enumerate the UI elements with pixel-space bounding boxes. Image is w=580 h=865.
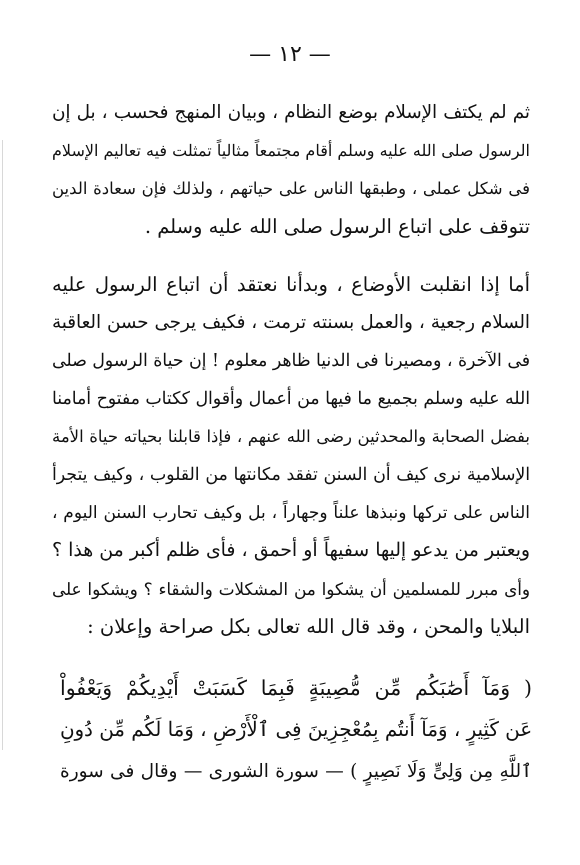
text-line: البلايا والمحن ، وقد قال الله تعالى بكل صراحة وإعلان :	[87, 615, 530, 638]
paragraph-1	[52, 94, 530, 246]
quran-line: ٱللَّهِ مِن وَلِىٍّ وَلَا نَصِيرٍ ) — سورة الشورى — وقال فى سورة	[60, 761, 532, 782]
text-line: أما إذا انقلبت الأوضاع ، وبدأنا نعتقد أن اتباع الرسول عليه	[52, 273, 530, 296]
text-line: فى الآخرة ، ومصيرنا فى الدنيا ظاهر معلوم ! إن حياة الرسول صلى	[52, 351, 530, 371]
text-line: الناس على تركها ونبذها علناً وجهاراً ، بل وكيف تحارب السنن اليوم ،	[52, 503, 530, 523]
quran-line: ( وَمَآ أَصَٰبَكُم مِّن مُّصِيبَةٍ فَبِمَا كَسَبَتْ أَيْدِيكُمْ وَيَعْفُواْ	[60, 676, 532, 700]
quran-quote	[60, 667, 532, 793]
paragraph-2	[52, 266, 530, 646]
text-line: الرسول صلى الله عليه وسلم أقام مجتمعاً مثالياً تمثلت فيه تعاليم الإسلام	[52, 141, 530, 160]
text-line: ثم لم يكتف الإسلام بوضع النظام ، وبيان المنهج فحسب ، بل إن	[52, 102, 530, 123]
text-line: السلام رجعية ، والعمل بسنته ترمت ، فكيف يرجى حسن العاقبة	[52, 312, 530, 333]
text-line: الإسلامية نرى كيف أن السنن تفقد مكانتها من القلوب ، وكيف يتجرأ	[52, 465, 530, 485]
text-line: فى شكل عملى ، وطبقها الناس على حياتهم ، ولذلك فإن سعادة الدين	[52, 179, 530, 198]
text-line: وأى مبرر للمسلمين أن يشكوا من المشكلات والشقاء ؟ ويشكوا على	[52, 579, 530, 599]
text-line: تتوقف على اتباع الرسول صلى الله عليه وسلم .	[144, 215, 530, 238]
quran-line: عَن كَثِيرٍ ، وَمَآ أَنتُم بِمُعْجِزِينَ فِى ٱلْأَرْضِ ، وَمَا لَكُم مِّن دُونِ	[60, 718, 532, 741]
text-line: بفضل الصحابة والمحدثين رضى الله عنهم ، فإذا قابلنا بحياته حياة الأمة	[52, 427, 530, 446]
text-line: ويعتبر من يدعو إليها سفيهاً أو أحمق ، فأى ظلم أكبر من هذا ؟	[52, 540, 530, 561]
page-edge-shadow	[2, 140, 3, 750]
page-number: — ١٢ —	[249, 42, 331, 67]
text-line: الله عليه وسلم بجميع ما فيها من أعمال وأقوال ككتاب مفتوح أمامنا	[52, 389, 530, 409]
